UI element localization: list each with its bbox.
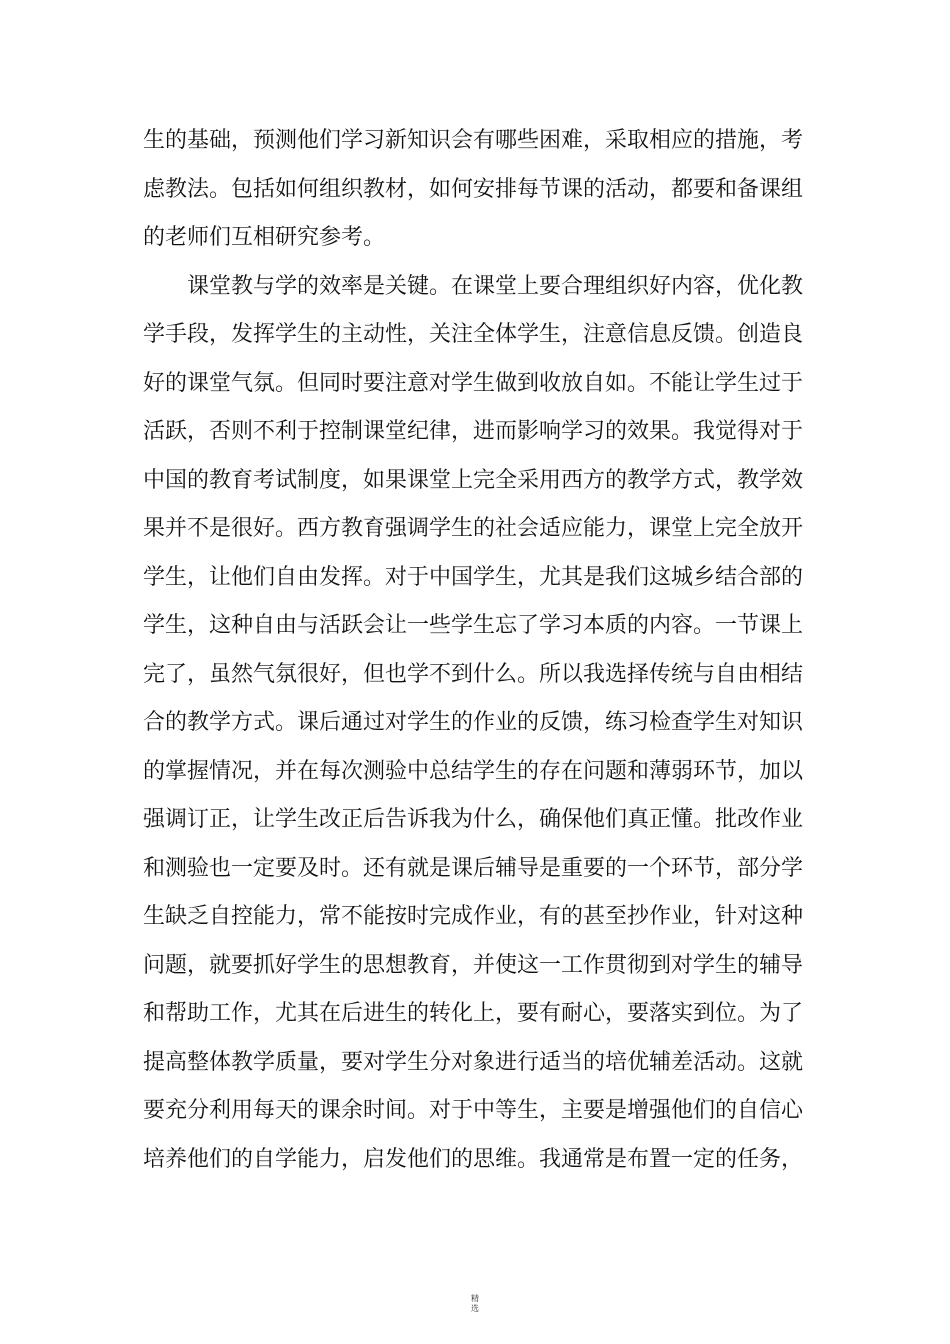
text-line: 问题，就要抓好学生的思想教育，并使这一工作贯彻到对学生的辅导: [143, 952, 804, 978]
text-line: 生缺乏自控能力，常不能按时完成作业，有的甚至抄作业，针对这种: [143, 904, 804, 929]
footer-text-line-2: 选: [471, 1304, 479, 1313]
body-text: [143, 123, 823, 1190]
text-line: 活跃，否则不利于控制课堂纪律，进而影响学习的效果。我觉得对于: [143, 419, 804, 444]
text-line: 合的教学方式。课后通过对学生的作业的反馈，练习检查学生对知识: [143, 710, 804, 735]
text-line: 的老师们互相研究参考。: [143, 225, 386, 250]
text-line: 强调订正，让学生改正后告诉我为什么，确保他们真正懂。批改作业: [143, 807, 804, 832]
text-line: 果并不是很好。西方教育强调学生的社会适应能力，课堂上完全放开: [143, 516, 804, 541]
text-line: 培养他们的自学能力，启发他们的思维。我通常是布置一定的任务，: [143, 1146, 804, 1172]
text-line: 要充分利用每天的课余时间。对于中等生，主要是增强他们的自信心: [143, 1098, 804, 1123]
text-line: 生的基础，预测他们学习新知识会有哪些困难，采取相应的措施，考: [143, 128, 804, 153]
paragraph-start-line: 课堂教与学的效率是关键。在课堂上要合理组织好内容，优化教: [187, 273, 804, 299]
text-line: 学手段，发挥学生的主动性，关注全体学生，注意信息反馈。创造良: [143, 322, 804, 347]
text-line: 学生，这种自由与活跃会让一些学生忘了学习本质的内容。一节课上: [143, 613, 804, 638]
text-line: 和测验也一定要及时。还有就是课后辅导是重要的一个环节，部分学: [143, 855, 804, 881]
text-line: 虑教法。包括如何组织教材，如何安排每节课的活动，都要和备课组: [143, 176, 804, 202]
text-line: 提高整体教学质量，要对学生分对象进行适当的培优辅差活动。这就: [143, 1049, 804, 1075]
text-line: 和帮助工作，尤其在后进生的转化上，要有耐心，要落实到位。为了: [143, 1001, 804, 1026]
page-footer: [0, 1294, 950, 1314]
footer-text-line-1: 精: [471, 1294, 479, 1303]
text-line: 完了，虽然气氛很好，但也学不到什么。所以我选择传统与自由相结: [143, 661, 804, 687]
text-line: 中国的教育考试制度，如果课堂上完全采用西方的教学方式，教学效: [143, 467, 804, 493]
text-line: 学生，让他们自由发挥。对于中国学生，尤其是我们这城乡结合部的: [143, 564, 804, 590]
text-line: 好的课堂气氛。但同时要注意对学生做到收放自如。不能让学生过于: [143, 370, 804, 396]
text-line: 的掌握情况，并在每次测验中总结学生的存在问题和薄弱环节，加以: [143, 758, 804, 784]
